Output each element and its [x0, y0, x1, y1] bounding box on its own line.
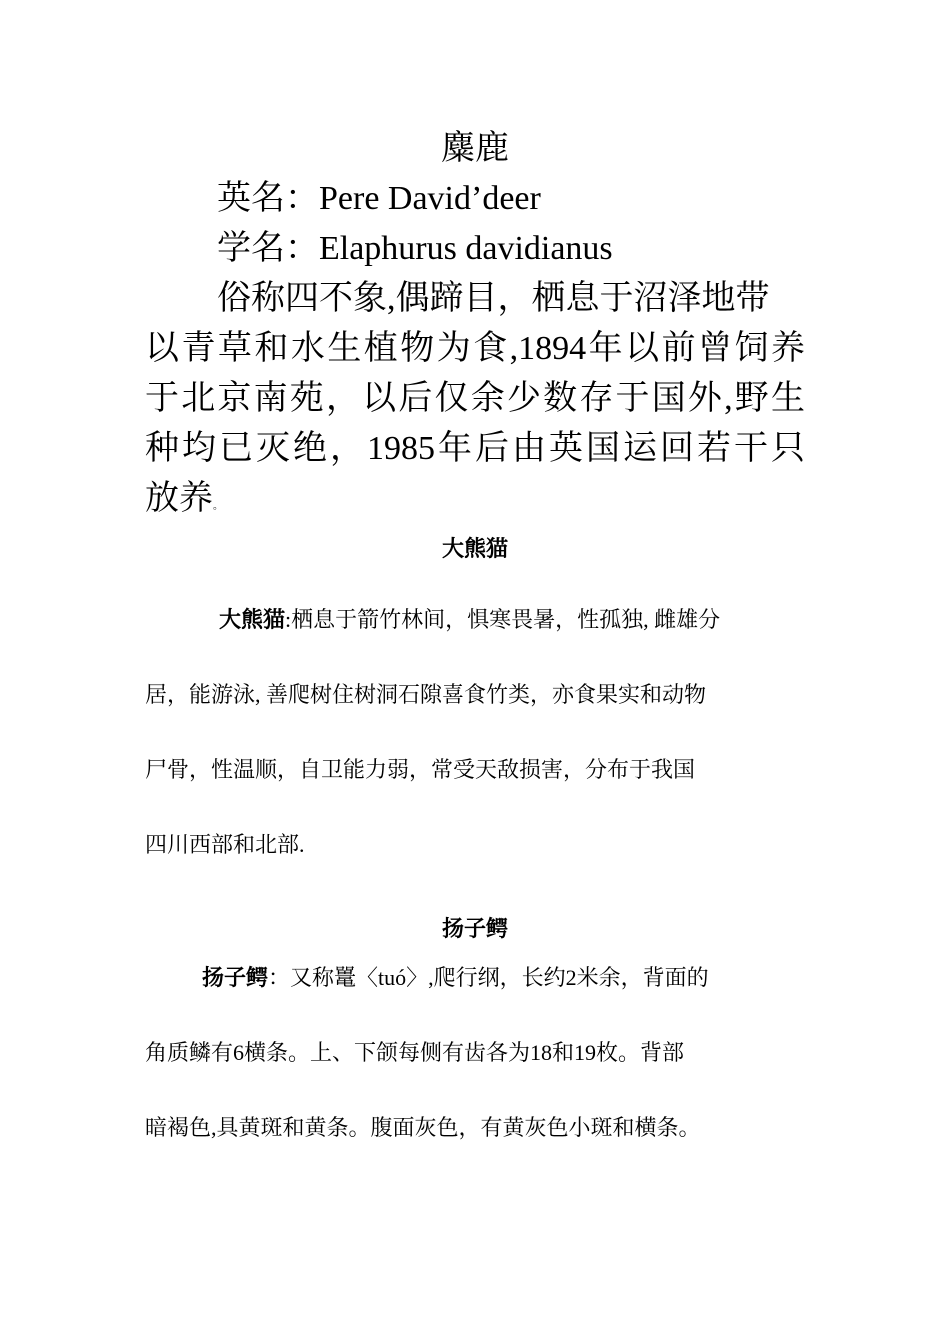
milu-end-mark: 。	[213, 501, 223, 512]
alligator-line-text: ：又称鼍〈tuó〉,爬行纲，长约2米余，背面的	[268, 965, 709, 990]
panda-lead-term: 大熊猫	[219, 607, 286, 632]
panda-paragraph-line: 居，能游泳, 善爬树住树洞石隙喜食竹类，亦食果实和动物	[145, 682, 707, 707]
alligator-heading: 扬子鳄	[441, 916, 508, 941]
panda-heading: 大熊猫	[441, 536, 508, 561]
milu-paragraph-line: 种均已灭绝，1985年后由英国运回若干只	[145, 430, 805, 467]
alligator-first-line	[202, 967, 805, 989]
alligator-lead-term: 扬子鳄	[202, 965, 269, 990]
milu-paragraph-line	[217, 282, 805, 316]
milu-paragraph-last-line	[145, 482, 223, 516]
alligator-paragraph-line: 角质鳞有6横条。上、下颌每侧有齿各为18和19枚。背部	[145, 1040, 685, 1065]
milu-scientific-name: 学名：Elaphurus davidianus	[217, 230, 613, 267]
alligator-paragraph-line: 暗褐色,具黄斑和黄条。腹面灰色，有黄灰色小斑和横条。	[145, 1115, 701, 1140]
panda-first-line	[219, 609, 805, 631]
milu-paragraph-line: 以青草和水生植物为食,1894年以前曾饲养	[145, 330, 805, 367]
panda-paragraph-line: 尸骨，性温顺，自卫能力弱，常受天敌损害，分布于我国	[145, 757, 696, 782]
milu-line-text: 放养	[145, 480, 213, 517]
milu-english-name: 英名：Pere David’deer	[217, 180, 541, 217]
milu-title: 麋鹿	[441, 130, 509, 167]
milu-line-text: 俗称四不象,偶蹄目，栖息于沼泽地带	[217, 280, 770, 317]
panda-paragraph-line: 四川西部和北部.	[145, 832, 305, 857]
panda-line-text: :栖息于箭竹林间，惧寒畏暑，性孤独, 雌雄分	[285, 607, 721, 632]
milu-paragraph-line: 于北京南苑，以后仅余少数存于国外,野生	[145, 380, 805, 417]
